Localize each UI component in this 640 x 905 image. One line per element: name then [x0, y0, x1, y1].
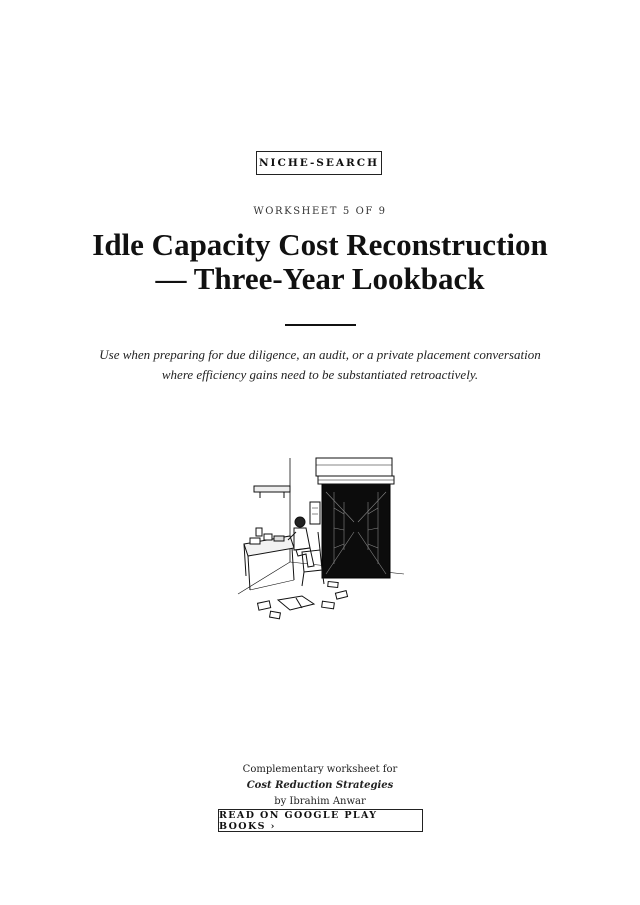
credit-intro: Complementary worksheet for	[242, 764, 398, 775]
book-title: Cost Reduction Strategies	[246, 780, 394, 791]
read-on-google-play-button[interactable]	[218, 809, 423, 832]
page-subtitle-line-2: where efficiency gains need to be substantiated retroactively.	[161, 367, 479, 382]
worksheet-series-label: WORKSHEET 5 OF 9	[253, 206, 387, 217]
page-subtitle-line-1: Use when preparing for due diligence, an audit, or a private placement conversation	[99, 347, 541, 362]
read-on-google-play-label: READ ON GOOGLE PLAY BOOKS ›	[219, 809, 378, 832]
brand-badge-label: NICHE-SEARCH	[258, 157, 380, 169]
brand-badge	[256, 151, 382, 175]
warehouse-office-illustration	[236, 452, 406, 624]
title-divider	[285, 324, 356, 326]
page-title-line-1: Idle Capacity Cost Reconstruction	[92, 227, 548, 262]
book-author: by Ibrahim Anwar	[274, 796, 366, 807]
page-title	[40, 228, 600, 296]
page-title-line-2: — Three-Year Lookback	[155, 261, 485, 296]
page-subtitle	[60, 345, 580, 385]
book-credit	[0, 762, 640, 810]
